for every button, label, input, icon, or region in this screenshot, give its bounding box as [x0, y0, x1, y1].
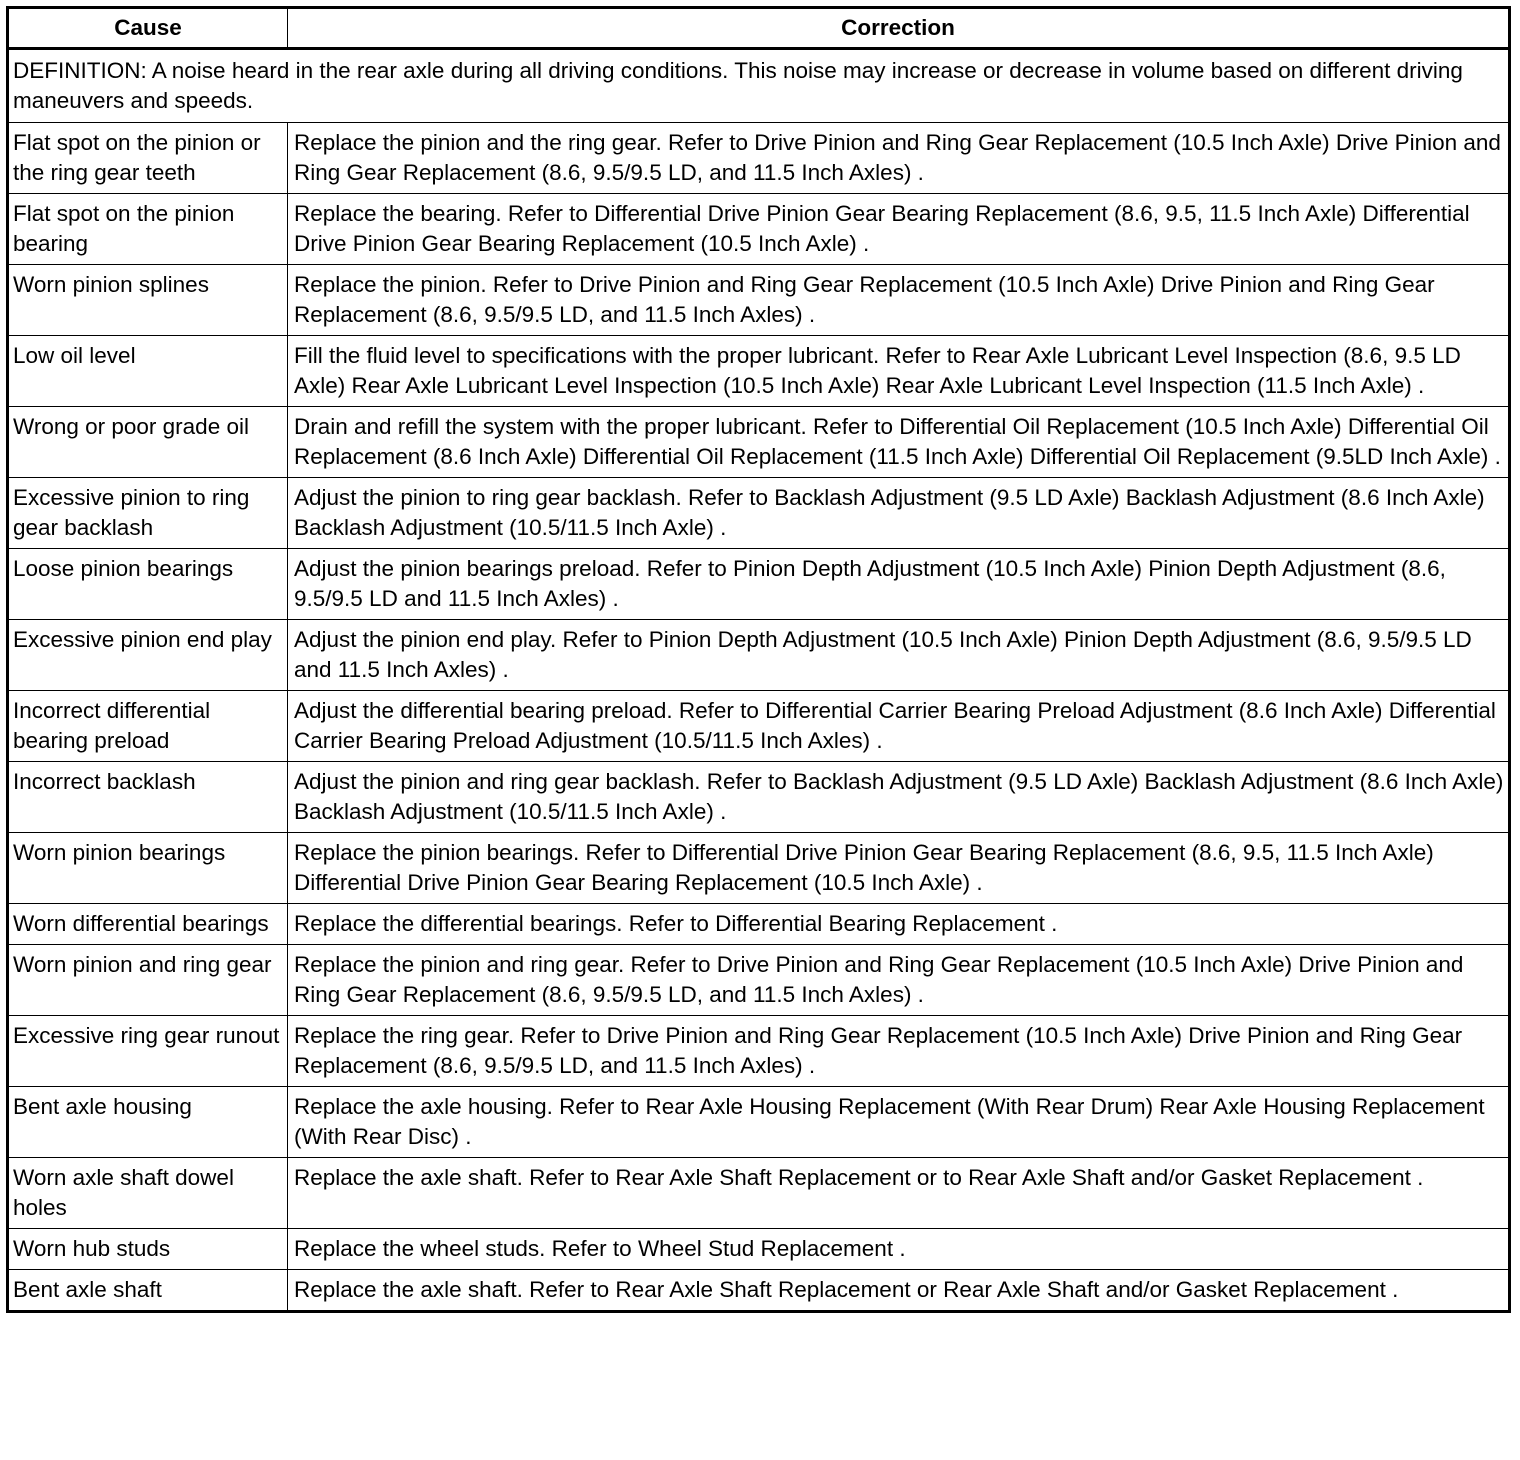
header-row — [8, 8, 1510, 49]
correction-cell: Replace the differential bearings. Refer to Differential Bearing Replacement . — [288, 904, 1510, 945]
correction-cell: Replace the pinion and the ring gear. Refer to Drive Pinion and Ring Gear Replacement (10.5 Inch Axle) Drive Pinion and Ring Gear Replacement (8.6, 9.5/9.5 LD, and 11.5 Inch Axles) . — [288, 123, 1510, 194]
cause-cell: Bent axle housing — [8, 1087, 288, 1158]
cause-cell: Wrong or poor grade oil — [8, 407, 288, 478]
cause-cell: Incorrect backlash — [8, 762, 288, 833]
table-row — [8, 620, 1510, 691]
correction-cell: Adjust the pinion bearings preload. Refer to Pinion Depth Adjustment (10.5 Inch Axle) Pinion Depth Adjustment (8.6, 9.5/9.5 LD and 11.5 Inch Axles) . — [288, 549, 1510, 620]
cause-cell: Worn axle shaft dowel holes — [8, 1158, 288, 1229]
correction-cell: Replace the bearing. Refer to Differential Drive Pinion Gear Bearing Replacement (8.6, 9.5, 11.5 Inch Axle) Differential Drive Pinion Gear Bearing Replacement (10.5 Inch Axle) . — [288, 194, 1510, 265]
correction-cell: Replace the axle shaft. Refer to Rear Axle Shaft Replacement or Rear Axle Shaft and/or Gasket Replacement . — [288, 1270, 1510, 1312]
table-row — [8, 336, 1510, 407]
cause-cell: Excessive pinion end play — [8, 620, 288, 691]
cause-cell: Worn pinion bearings — [8, 833, 288, 904]
table-row — [8, 762, 1510, 833]
correction-cell: Replace the pinion bearings. Refer to Differential Drive Pinion Gear Bearing Replacement (8.6, 9.5, 11.5 Inch Axle) Differential Drive Pinion Gear Bearing Replacement (10.5 Inch Axle) . — [288, 833, 1510, 904]
table-row — [8, 123, 1510, 194]
cause-cell: Incorrect differential bearing preload — [8, 691, 288, 762]
diagnostic-table — [6, 6, 1511, 1313]
cause-cell: Loose pinion bearings — [8, 549, 288, 620]
correction-cell: Drain and refill the system with the proper lubricant. Refer to Differential Oil Replacement (10.5 Inch Axle) Differential Oil Replacement (8.6 Inch Axle) Differential Oil Replacement (11.5 Inch Axle) Differential Oil Replacement (9.5LD Inch Axle) . — [288, 407, 1510, 478]
correction-cell: Adjust the differential bearing preload. Refer to Differential Carrier Bearing Preload Adjustment (8.6 Inch Axle) Differential Carrier Bearing Preload Adjustment (10.5/11.5 Inch Axles) . — [288, 691, 1510, 762]
table-row — [8, 549, 1510, 620]
correction-cell: Adjust the pinion and ring gear backlash. Refer to Backlash Adjustment (9.5 LD Axle) Backlash Adjustment (8.6 Inch Axle) Backlash Adjustment (10.5/11.5 Inch Axle) . — [288, 762, 1510, 833]
definition-text: DEFINITION: A noise heard in the rear axle during all driving conditions. This noise may increase or decrease in volume based on different driving maneuvers and speeds. — [8, 49, 1510, 123]
table-row — [8, 1087, 1510, 1158]
cause-cell: Worn pinion splines — [8, 265, 288, 336]
cause-cell: Worn pinion and ring gear — [8, 945, 288, 1016]
table-row — [8, 1229, 1510, 1270]
cause-cell: Flat spot on the pinion or the ring gear teeth — [8, 123, 288, 194]
correction-cell: Adjust the pinion to ring gear backlash. Refer to Backlash Adjustment (9.5 LD Axle) Backlash Adjustment (8.6 Inch Axle) Backlash Adjustment (10.5/11.5 Inch Axle) . — [288, 478, 1510, 549]
correction-cell: Adjust the pinion end play. Refer to Pinion Depth Adjustment (10.5 Inch Axle) Pinion Depth Adjustment (8.6, 9.5/9.5 LD and 11.5 Inch Axles) . — [288, 620, 1510, 691]
table-row — [8, 478, 1510, 549]
correction-cell: Replace the wheel studs. Refer to Wheel Stud Replacement . — [288, 1229, 1510, 1270]
cause-cell: Excessive ring gear runout — [8, 1016, 288, 1087]
correction-cell: Replace the axle shaft. Refer to Rear Axle Shaft Replacement or to Rear Axle Shaft and/or Gasket Replacement . — [288, 1158, 1510, 1229]
cause-cell: Worn hub studs — [8, 1229, 288, 1270]
cause-cell: Low oil level — [8, 336, 288, 407]
cause-cell: Worn differential bearings — [8, 904, 288, 945]
table-row — [8, 904, 1510, 945]
cause-cell: Bent axle shaft — [8, 1270, 288, 1312]
correction-column-header: Correction — [288, 8, 1510, 49]
table-row — [8, 1016, 1510, 1087]
cause-cell: Flat spot on the pinion bearing — [8, 194, 288, 265]
table-row — [8, 407, 1510, 478]
table-row — [8, 691, 1510, 762]
table-row — [8, 1270, 1510, 1312]
table-row — [8, 833, 1510, 904]
correction-cell: Replace the axle housing. Refer to Rear Axle Housing Replacement (With Rear Drum) Rear Axle Housing Replacement (With Rear Disc) . — [288, 1087, 1510, 1158]
table-row — [8, 265, 1510, 336]
correction-cell: Replace the ring gear. Refer to Drive Pinion and Ring Gear Replacement (10.5 Inch Axle) Drive Pinion and Ring Gear Replacement (8.6, 9.5/9.5 LD, and 11.5 Inch Axles) . — [288, 1016, 1510, 1087]
definition-row — [8, 49, 1510, 123]
cause-column-header: Cause — [8, 8, 288, 49]
correction-cell: Replace the pinion and ring gear. Refer to Drive Pinion and Ring Gear Replacement (10.5 Inch Axle) Drive Pinion and Ring Gear Replacement (8.6, 9.5/9.5 LD, and 11.5 Inch Axles) . — [288, 945, 1510, 1016]
cause-cell: Excessive pinion to ring gear backlash — [8, 478, 288, 549]
table-row — [8, 1158, 1510, 1229]
table-row — [8, 194, 1510, 265]
correction-cell: Fill the fluid level to specifications with the proper lubricant. Refer to Rear Axle Lubricant Level Inspection (8.6, 9.5 LD Axle) Rear Axle Lubricant Level Inspection (10.5 Inch Axle) Rear Axle Lubricant Level Inspection (11.5 Inch Axle) . — [288, 336, 1510, 407]
correction-cell: Replace the pinion. Refer to Drive Pinion and Ring Gear Replacement (10.5 Inch Axle) Drive Pinion and Ring Gear Replacement (8.6, 9.5/9.5 LD, and 11.5 Inch Axles) . — [288, 265, 1510, 336]
table-row — [8, 945, 1510, 1016]
table-body — [8, 49, 1510, 1312]
